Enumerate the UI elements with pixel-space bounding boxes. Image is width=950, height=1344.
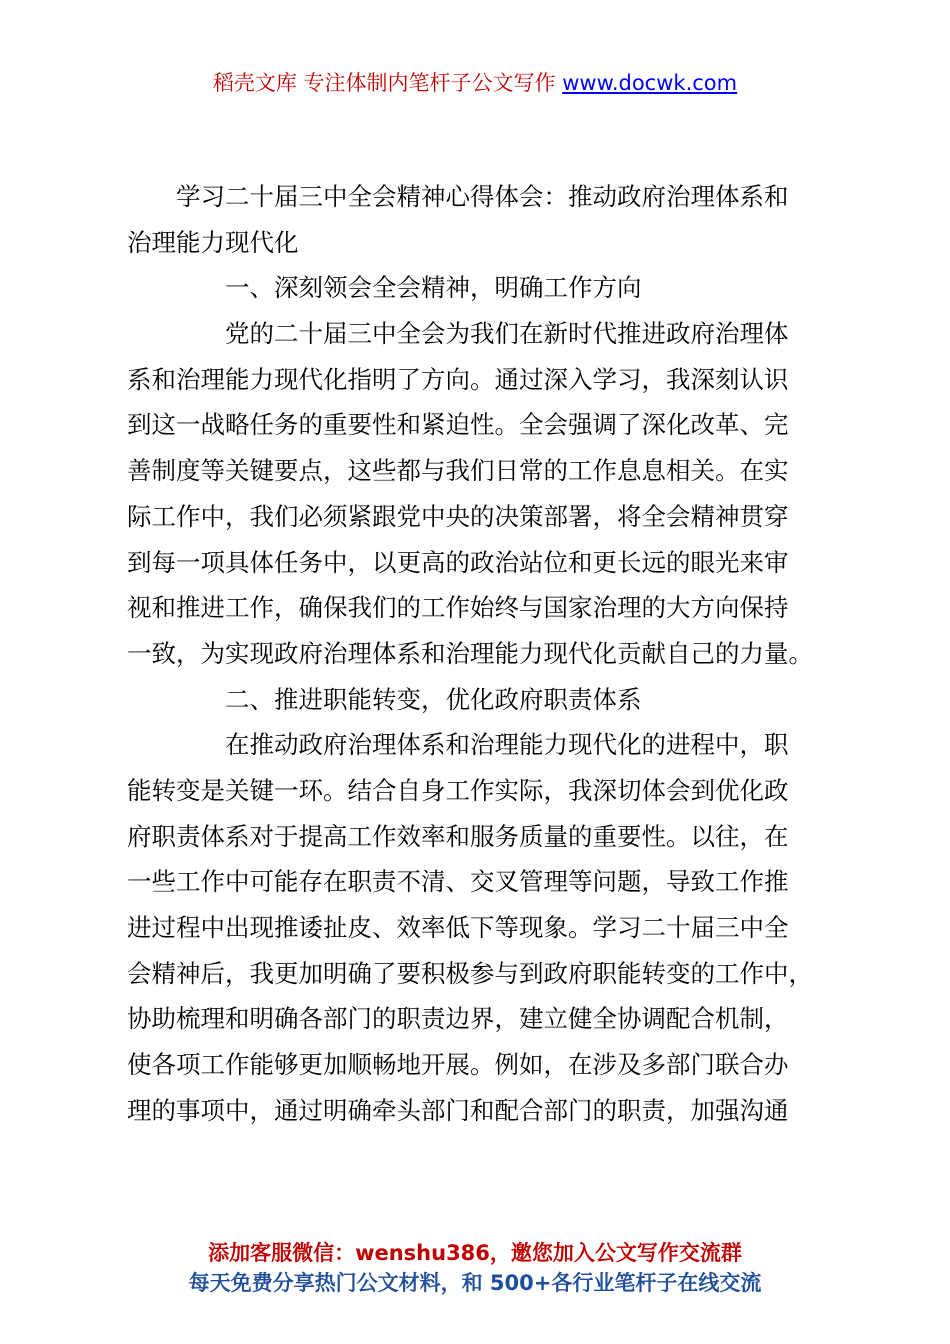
- paragraph-line: 一些工作中可能存在职责不清、交叉管理等问题，导致工作推: [127, 867, 789, 897]
- section-heading-2: 二、推进职能转变，优化政府职责体系: [127, 684, 642, 714]
- paragraph-line: 会精神后，我更加明确了要积极参与到政府职能转变的工作中，: [127, 958, 813, 988]
- paragraph-line: 府职责体系对于提高工作效率和服务质量的重要性。以往，在: [127, 821, 789, 851]
- site-header: [0, 68, 950, 98]
- header-slogan: 稻壳文库 专注体制内笔杆子公文写作: [212, 71, 563, 95]
- paragraph-line: 善制度等关键要点，这些都与我们日常的工作息息相关。在实: [127, 456, 789, 486]
- paragraph-line: 进过程中出现推诿扯皮、效率低下等现象。学习二十届三中全: [127, 913, 789, 942]
- paragraph-line: 党的二十届三中全会为我们在新时代推进政府治理体: [127, 319, 789, 349]
- paragraph-line: 际工作中，我们必须紧跟党中央的决策部署，将全会精神贯穿: [127, 501, 789, 531]
- document-body: [127, 174, 827, 1133]
- site-link[interactable]: www.docwk.com: [562, 71, 738, 95]
- paragraph-line: 一致，为实现政府治理体系和治理能力现代化贡献自己的力量。: [127, 638, 813, 668]
- title-line-2: 治理能力现代化: [127, 227, 299, 257]
- paragraph-line: 视和推进工作，确保我们的工作始终与国家治理的大方向保持: [127, 593, 789, 623]
- paragraph-line: 到每一项具体任务中，以更高的政治站位和更长远的眼光来审: [127, 547, 789, 577]
- title-line-1: 学习二十届三中全会精神心得体会：推动政府治理体系和: [127, 182, 789, 211]
- footer-share-line: 每天免费分享热门公文材料，和 500+各行业笔杆子在线交流: [188, 1271, 762, 1295]
- paragraph-line: 理的事项中，通过明确牵头部门和配合部门的职责，加强沟通: [127, 1095, 789, 1125]
- paragraph-line: 协助梳理和明确各部门的职责边界，建立健全协调配合机制，: [127, 1004, 789, 1034]
- paragraph-line: 使各项工作能够更加顺畅地开展。例如，在涉及多部门联合办: [127, 1050, 789, 1080]
- paragraph-line: 系和治理能力现代化指明了方向。通过深入学习，我深刻认识: [127, 364, 789, 394]
- section-heading-1: 一、深刻领会全会精神，明确工作方向: [127, 273, 642, 303]
- paragraph-line: 能转变是关键一环。结合自身工作实际，我深切体会到优化政: [127, 775, 789, 805]
- footer-wechat-line: 添加客服微信：wenshu386，邀您加入公文写作交流群: [208, 1241, 742, 1265]
- paragraph-line: 到这一战略任务的重要性和紧迫性。全会强调了深化改革、完: [127, 410, 789, 440]
- paragraph-line: 在推动政府治理体系和治理能力现代化的进程中，职: [127, 730, 789, 760]
